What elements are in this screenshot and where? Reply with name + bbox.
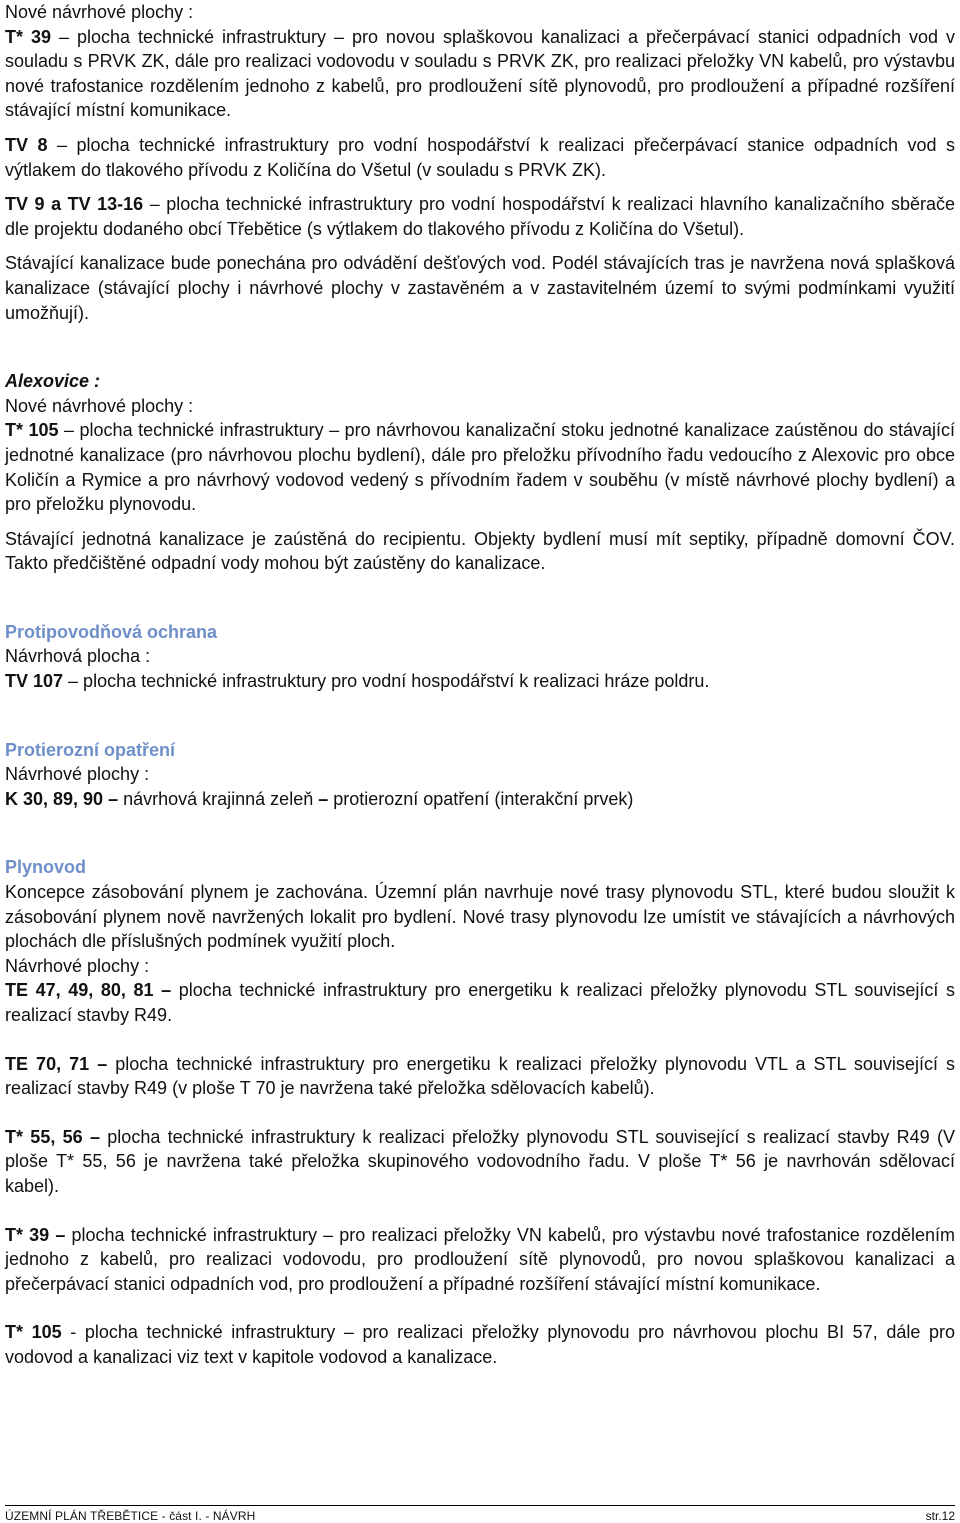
sub-label: Návrhové plochy :	[5, 764, 150, 785]
sub-label: Návrhové plochy :	[5, 955, 150, 976]
sub-label: Nové návrhové plochy :	[5, 395, 194, 416]
document-page	[5, 0, 955, 1370]
paragraph-text: návrhová krajinná zeleň	[118, 788, 319, 809]
paragraph-text: - plocha technické infrastruktury – pro realizaci přeložky plynovodu pro návrhovou plochu BI 57, dále pro vodovod a kanalizaci viz text v kapitole vodovod a kanalizace.	[5, 1322, 955, 1367]
paragraph	[5, 787, 955, 812]
plot-code: T* 39 –	[5, 1224, 66, 1245]
paragraph	[5, 192, 955, 241]
paragraph-text: plocha technické infrastruktury – pro realizaci přeložky VN kabelů, pro výstavbu nové trafostanice rozdělením jednoho z kabelů, pro realizaci vodovodu, pro prodloužení sítě plynovodů, pro novou splaškovou kanalizaci a přečerpávací stanici odpadních vod, pro prodloužení a případné rozšíření stávající místní komunikace.	[5, 1224, 955, 1294]
plot-code: T* 105	[5, 420, 59, 441]
footer-document-title: ÚZEMNÍ PLÁN TŘEBĚTICE - část I. - NÁVRH	[5, 1509, 256, 1523]
paragraph	[5, 1320, 955, 1369]
sub-label: Návrhová plocha :	[5, 646, 151, 667]
paragraph-text: plocha technické infrastruktury pro energetiku k realizaci přeložky plynovodu VTL a STL související s realizací stavby R49 (v ploše T 70 je navržena také přeložka sdělovacích kabelů).	[5, 1053, 955, 1099]
paragraph: Stávající kanalizace bude ponechána pro odvádění dešťových vod. Podél stávajících tras je navržena nová splašková kanalizace (stávající plochy i návrhové plochy v zastavěném a v zastavitelném území to svými podmínkami využití umožňují).	[5, 253, 955, 323]
paragraph-text: protierozní opatření (interakční prvek)	[328, 788, 634, 809]
section-heading: Protierozní opatření	[5, 739, 176, 760]
paragraph-text: plocha technické infrastruktury pro energetiku k realizaci přeložky plynovodu STL související s realizací stavby R49.	[5, 980, 955, 1025]
paragraph: Koncepce zásobování plynem je zachována. Územní plán navrhuje nové trasy plynovodu STL, které budou sloužit k zásobování plynem nově navržených lokalit pro bydlení. Nové trasy plynovodu lze umístit ve stávajících a návrhových plochách dle příslušných podmínek využití ploch.	[5, 882, 955, 952]
plot-code: TV 107	[5, 671, 64, 692]
sub-label: Nové návrhové plochy :	[5, 2, 194, 22]
plot-code: TE 70, 71 –	[5, 1053, 108, 1074]
paragraph	[5, 1223, 955, 1297]
paragraph-text: – plocha technické infrastruktury – pro návrhovou kanalizační stoku jednotné kanalizace zaústěnou do stávající jednotné kanalizace (pro návrhovou plochu bydlení), dále pro přeložku přívodního řadu vedoucího z Alexovic pro obce Količín a Rymice a pro návrhový vodovod vedený s přívodním řadem v souběhu (v místě návrhové plochy bydlení) a pro přeložku plynovodu.	[5, 420, 955, 515]
section-heading: Plynovod	[5, 857, 87, 878]
paragraph-text: – plocha technické infrastruktury – pro novou splaškovou kanalizaci a přečerpávací stanici odpadních vod v souladu s PRVK ZK, dále pro realizaci vodovodu v souladu s PRVK ZK, pro realizaci přeložky VN kabelů, pro výstavbu nové trafostanice rozdělením jednoho z kabelů, pro prodloužení sítě plynovodů, pro prodloužení a případné rozšíření stávající místní komunikace.	[5, 26, 955, 121]
paragraph-text: – plocha technické infrastruktury pro vodní hospodářství k realizaci přečerpávací stanice odpadních vod s výtlakem do tlakového přívodu z Količína do Všetul (v souladu s PRVK ZK).	[5, 134, 955, 180]
dash: –	[318, 788, 329, 809]
section-heading: Protipovodňová ochrana	[5, 621, 218, 642]
paragraph	[5, 669, 955, 694]
paragraph	[5, 978, 955, 1027]
paragraph-text: – plocha technické infrastruktury pro vodní hospodářství k realizaci hráze poldru.	[63, 671, 710, 692]
plot-code: T* 55, 56 –	[5, 1126, 100, 1147]
paragraph	[5, 1125, 955, 1199]
paragraph: Stávající jednotná kanalizace je zaústěná do recipientu. Objekty bydlení musí mít septiky, případně domovní ČOV. Takto předčištěné odpadní vody mohou být zaústěny do kanalizace.	[5, 528, 955, 574]
page-number: str.12	[925, 1509, 955, 1523]
plot-code: T* 39	[5, 26, 51, 47]
paragraph-text: plocha technické infrastruktury k realizaci přeložky plynovodu STL související s realizací stavby R49 (V ploše T* 55, 56 je navržena také přeložka skupinového vodovodního řadu. V ploše T* 56 je navrhován sdělovací kabel).	[5, 1126, 955, 1196]
paragraph	[5, 1052, 955, 1101]
paragraph	[5, 418, 955, 516]
plot-code: TV 9 a TV 13-16	[5, 194, 144, 215]
paragraph-text: – plocha technické infrastruktury pro vodní hospodářství k realizaci hlavního kanalizačního sběrače dle projektu dodaného obcí Třebětice (s výtlakem do tlakového přívodu z Količína do Všetul).	[5, 194, 955, 239]
plot-code: TV 8	[5, 134, 48, 155]
paragraph	[5, 133, 955, 182]
section-heading: Alexovice :	[5, 371, 101, 392]
page-footer	[5, 1505, 955, 1523]
plot-code: TE 47, 49, 80, 81 –	[5, 980, 172, 1001]
plot-code: K 30, 89, 90 –	[5, 788, 119, 809]
plot-code: T* 105	[5, 1322, 62, 1343]
paragraph	[5, 25, 955, 123]
